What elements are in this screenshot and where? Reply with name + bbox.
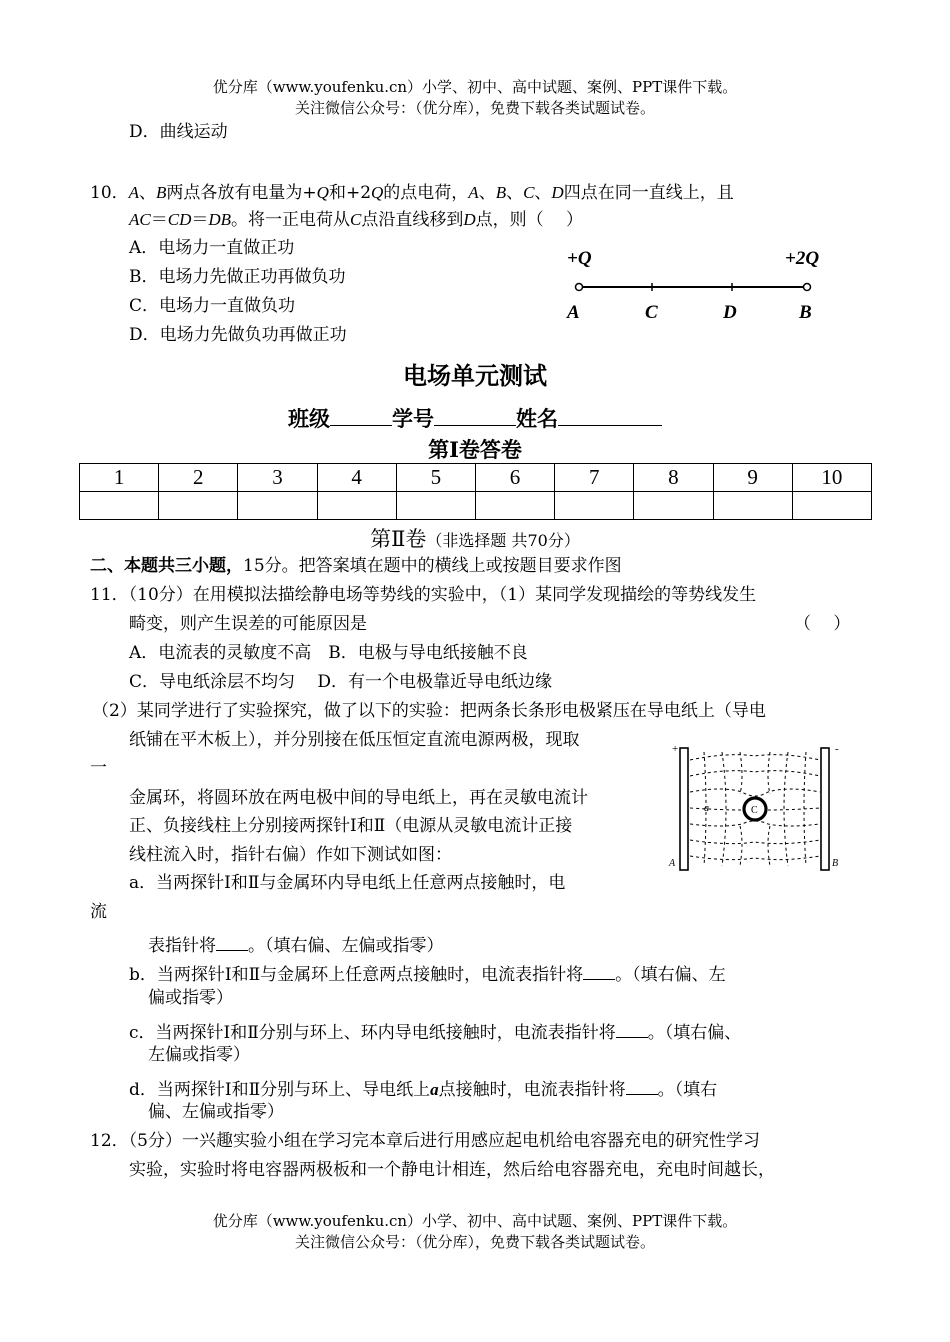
answer-cell[interactable] (317, 492, 396, 520)
electrode-a-label: A (669, 858, 676, 869)
electrode-b (821, 748, 829, 870)
q11-d-blank[interactable] (626, 1074, 658, 1095)
header-line-1: 优分库（www.youfenku.cn）小学、初中、高中试题、案例、PPT课件下载。 (212, 78, 738, 96)
q10-option-b: B．电场力先做正功再做负功 (129, 267, 346, 287)
footer-line-2: 关注微信公众号：（优分库），免费下载各类试题试卷。 (294, 1233, 655, 1251)
label-d: D (723, 302, 737, 323)
answer-header-row (80, 464, 872, 492)
answer-cell[interactable] (238, 492, 317, 520)
point-a-label: a (704, 803, 709, 814)
q11-answer-paren[interactable]: （ ） (794, 614, 851, 634)
q11-b-blank[interactable] (583, 959, 615, 980)
q11-part2-line-5: 正、负接线柱上分别接两探针Ⅰ和Ⅱ（电源从灵敏电流计正接 (129, 816, 573, 836)
answer-col-2: 2 (159, 464, 238, 492)
minus-terminal-label: - (835, 743, 839, 755)
q10-line-2: AC＝CD＝DB。将一正电荷从C点沿直线移到D点，则（ ） (129, 210, 584, 230)
q11-a-line-2: 流 (90, 902, 107, 922)
footer-line-1: 优分库（www.youfenku.cn）小学、初中、高中试题、案例、PPT课件下载。 (212, 1212, 738, 1230)
answer-cell[interactable] (555, 492, 634, 520)
q11-part2-line-1: （2）某同学进行了实验探究，做了以下的实验：把两条长条形电极紧压在导电纸上（导电 (92, 701, 766, 721)
point-a (576, 284, 583, 291)
answer-col-7: 7 (555, 464, 634, 492)
label-a: A (567, 302, 580, 323)
answer-col-10: 10 (792, 464, 871, 492)
class-blank[interactable] (330, 405, 392, 426)
q11-b-line-1: b．当两探针Ⅰ和Ⅱ与金属环上任意两点接触时，电流表指针将 。（填右偏、左 (129, 959, 726, 985)
q11-options-ab: A．电流表的灵敏度不高 B．电极与导电纸接触不良 (129, 643, 528, 663)
q11-part2-line-3: 一 (90, 758, 107, 778)
q12-line-2: 实验，实验时将电容器两极板和一个静电计相连，然后给电容器充电，充电时间越长， (129, 1160, 775, 1180)
answer-cell[interactable] (80, 492, 159, 520)
q11-c-blank[interactable] (616, 1017, 648, 1038)
q11-d-line-2: 偏、左偏或指零） (148, 1102, 284, 1122)
answer-col-8: 8 (634, 464, 713, 492)
q11-d-line-1: d．当两探针Ⅰ和Ⅱ分别与环上、导电纸上a点接触时，电流表指针将 。（填右 (129, 1074, 717, 1100)
label-plus-2q: +2Q (785, 248, 820, 269)
point-b (804, 284, 811, 291)
label-c: C (645, 302, 658, 323)
q11-electrode-figure (668, 738, 848, 880)
electrode-b-label: B (832, 858, 839, 869)
answer-cell[interactable] (159, 492, 238, 520)
answer-col-1: 1 (80, 464, 159, 492)
answer-cell[interactable] (475, 492, 554, 520)
q11-part2-line-6: 线柱流入时，指针右偏）作如下测试如图： (129, 845, 452, 865)
q11-line-2: 畸变，则产生误差的可能原因是 (129, 614, 367, 634)
answer-cell[interactable] (634, 492, 713, 520)
q10-charge-figure (555, 240, 855, 330)
answer-col-4: 4 (317, 464, 396, 492)
q10-option-a: A．电场力一直做正功 (129, 238, 295, 258)
q11-a-line-3: 表指针将 。（填右偏、左偏或指零） (148, 930, 444, 956)
q11-part2-line-4: 金属环，将圆环放在两电极中间的导电纸上，再在灵敏电流计 (129, 788, 588, 808)
answer-cell[interactable] (713, 492, 792, 520)
id-blank[interactable] (434, 405, 516, 426)
q11-b-line-2: 偏或指零） (148, 988, 233, 1008)
part2-title: 第Ⅱ卷（非选择题 共70分） (370, 527, 580, 551)
q11-part2-line-2: 纸铺在平木板上），并分别接在低压恒定直流电源两极，现取 (129, 730, 580, 750)
part2-heading: 二、本题共三小题，15分。把答案填在题中的横线上或按题目要求作图 (90, 556, 622, 576)
answer-col-9: 9 (713, 464, 792, 492)
part1-title: 第Ⅰ卷答卷 (428, 437, 522, 462)
q10-line-1: 10．A、B两点各放有电量为+Q和+2Q的点电荷，A、B、C、D四点在同一直线上，且 (90, 183, 734, 203)
label-plus-q: +Q (567, 248, 592, 269)
student-info-line: 班级 学号 姓名 (0, 405, 950, 431)
answer-col-5: 5 (396, 464, 475, 492)
header-line-2: 关注微信公众号：（优分库），免费下载各类试题试卷。 (294, 99, 655, 117)
q9-option-d: D．曲线运动 (129, 122, 228, 142)
q10-option-d: D．电场力先做负功再做正功 (129, 325, 347, 345)
answer-cell[interactable] (396, 492, 475, 520)
q11-c-line-2: 左偏或指零） (148, 1045, 250, 1065)
q11-c-line-1: c．当两探针Ⅰ和Ⅱ分别与环上、环内导电纸接触时，电流表指针将 。（填右偏、 (129, 1017, 741, 1043)
plus-terminal-label: + (672, 743, 679, 755)
q11-line-1: 11．（10分）在用模拟法描绘静电场等势线的实验中，（1）某同学发现描绘的等势线发生 (90, 585, 757, 605)
answer-table (79, 463, 872, 520)
electrode-a (680, 748, 688, 870)
q11-options-cd: C．导电纸涂层不均匀 D．有一个电极靠近导电纸边缘 (129, 672, 553, 692)
q12-line-1: 12．（5分）一兴趣实验小组在学习完本章后进行用感应起电机给电容器充电的研究性学习 (90, 1131, 760, 1151)
q11-a-blank[interactable] (216, 930, 248, 951)
label-b: B (799, 302, 812, 323)
q10-option-c: C．电场力一直做负功 (129, 296, 296, 316)
page-title: 电场单元测试 (403, 361, 547, 390)
ring-label-c: C (751, 805, 758, 816)
answer-blank-row (80, 492, 872, 520)
q11-a-line-1: a．当两探针Ⅰ和Ⅱ与金属环内导电纸上任意两点接触时，电 (129, 873, 566, 893)
answer-cell[interactable] (792, 492, 871, 520)
answer-col-3: 3 (238, 464, 317, 492)
name-blank[interactable] (558, 405, 662, 426)
answer-col-6: 6 (475, 464, 554, 492)
